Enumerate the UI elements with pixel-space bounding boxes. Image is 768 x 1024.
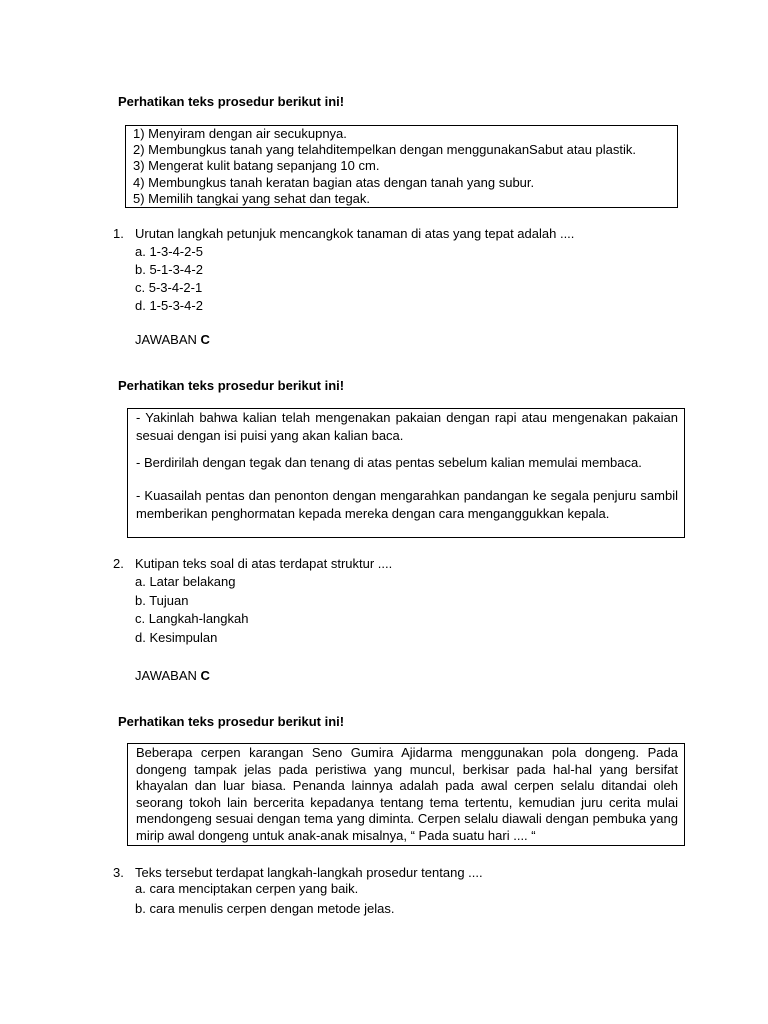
section1-steps-box (125, 125, 678, 208)
step-item: 3) Mengerat kulit batang sepanjang 10 cm. (133, 158, 380, 173)
section3-text-box (127, 743, 685, 846)
answer-1 (135, 332, 210, 347)
section2-text-box (127, 408, 685, 538)
option-b: b. cara menulis cerpen dengan metode jelas. (135, 901, 395, 916)
step-item: 4) Membungkus tanah keratan bagian atas dengan tanah yang subur. (133, 175, 535, 190)
question-text: Kutipan teks soal di atas terdapat struktur .... (135, 556, 393, 571)
paragraph: - Kuasailah pentas dan penonton dengan mengarahkan pandangan ke segala penjuru sambil memberikan penghormatan kepada mereka dengan cara menganggukkan kepala. (136, 488, 678, 521)
answer-label: JAWABAN (135, 332, 197, 347)
option-d: d. 1-5-3-4-2 (135, 298, 203, 313)
question-number: 3. (113, 865, 124, 880)
option-a: a. 1-3-4-2-5 (135, 244, 203, 259)
section3-heading: Perhatikan teks prosedur berikut ini! (118, 714, 345, 729)
option-c: c. Langkah-langkah (135, 611, 249, 626)
paragraph: - Berdirilah dengan tegak dan tenang di atas pentas sebelum kalian memulai membaca. (136, 455, 642, 470)
step-item: 1) Menyiram dengan air secukupnya. (133, 126, 347, 141)
answer-2 (135, 668, 210, 683)
question-text: Urutan langkah petunjuk mencangkok tanaman di atas yang tepat adalah .... (135, 226, 575, 241)
question-text: Teks tersebut terdapat langkah-langkah prosedur tentang .... (135, 865, 483, 880)
option-d: d. Kesimpulan (135, 630, 218, 645)
question-3 (113, 865, 713, 925)
step-item: 5) Memilih tangkai yang sehat dan tegak. (133, 191, 371, 206)
option-b: b. 5-1-3-4-2 (135, 262, 203, 277)
question-1 (113, 226, 713, 326)
option-b: b. Tujuan (135, 593, 189, 608)
question-number: 1. (113, 226, 124, 241)
section1-heading: Perhatikan teks prosedur berikut ini! (118, 94, 345, 109)
question-2 (113, 556, 713, 656)
option-c: c. 5-3-4-2-1 (135, 280, 203, 295)
option-a: a. cara menciptakan cerpen yang baik. (135, 881, 359, 896)
question-number: 2. (113, 556, 124, 571)
paragraph: Beberapa cerpen karangan Seno Gumira Ajidarma menggunakan pola dongeng. Pada dongeng tampak jelas pada peristiwa yang muncul, berkisar pada hal-hal yang bersifat khayalan dan luar biasa. Penanda lainnya adalah pada awal cerpen selalu ditandai oleh seorang tokoh lain bercerita kepadanya tentang tema tertentu, kemudian juru cerita mulai mendongeng sesuai dengan tema yang diminta. Cerpen selalu diawali dengan pembuka yang mirip awal dongeng untuk anak-anak misalnya, “ Pada suatu hari .... “ (136, 745, 678, 843)
answer-label: JAWABAN (135, 668, 197, 683)
section2-heading: Perhatikan teks prosedur berikut ini! (118, 378, 345, 393)
option-a: a. Latar belakang (135, 574, 236, 589)
paragraph: - Yakinlah bahwa kalian telah mengenakan pakaian dengan rapi atau mengenakan pakaian sesuai dengan isi puisi yang akan kalian baca. (136, 410, 678, 443)
answer-value: C (200, 332, 210, 347)
step-item: 2) Membungkus tanah yang telahditempelkan dengan menggunakanSabut atau plastik. (133, 142, 637, 157)
answer-value: C (200, 668, 210, 683)
